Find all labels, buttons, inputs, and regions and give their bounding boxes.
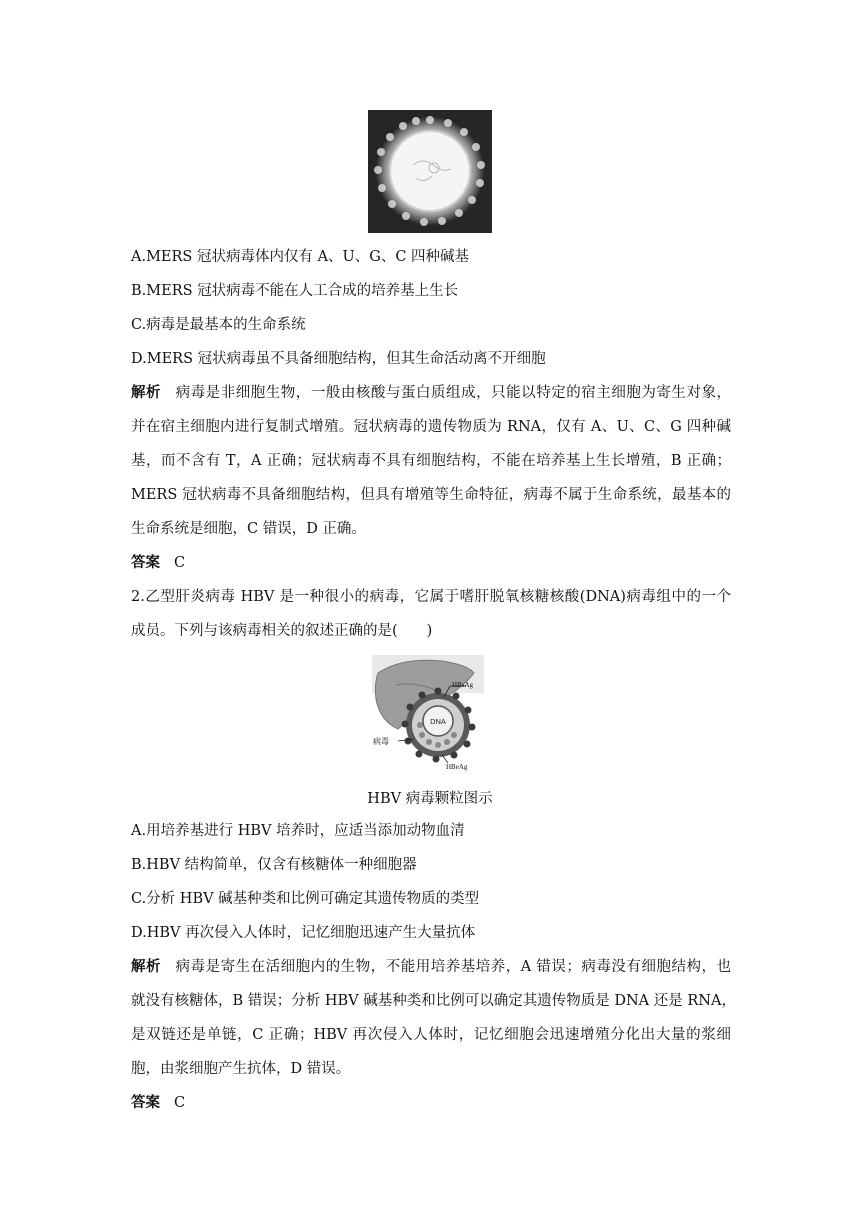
figure-caption: HBV 病毒颗粒图示 xyxy=(367,791,493,807)
q1-analysis-text: 病毒是非细胞生物，一般由核酸与蛋白质组成，只能以特定的宿主细胞为寄生对象， xyxy=(175,385,732,401)
q1-analysis-line-1 xyxy=(131,383,731,403)
q1-analysis-line-2: 并在宿主细胞内进行复制式增殖。冠状病毒的遗传物质为 RNA，仅有 A、U、C、G 四种碱 xyxy=(131,419,731,435)
coronavirus-image xyxy=(368,110,492,233)
q2-stem-line-2: 成员。下列与该病毒相关的叙述正确的是( ) xyxy=(131,623,433,639)
q2-option-d: D.HBV 再次侵入人体时，记忆细胞迅速产生大量抗体 xyxy=(131,925,476,941)
q2-option-a: A.用培养基进行 HBV 培养时，应适当添加动物血清 xyxy=(131,823,465,839)
q2-option-c: C.分析 HBV 碱基种类和比例可确定其遗传物质的类型 xyxy=(131,891,480,907)
hbv-particle-diagram xyxy=(372,655,488,771)
q2-answer-label: 答案 xyxy=(131,1094,160,1111)
coronavirus-micrograph xyxy=(368,110,492,233)
q1-option-d: D.MERS 冠状病毒虽不具备细胞结构，但其生命活动离不开细胞 xyxy=(131,351,546,367)
q1-analysis-line-3: 基，而不含有 T，A 正确；冠状病毒不具有细胞结构，不能在培养基上生长增殖，B 正确； xyxy=(131,453,731,469)
q1-option-c: C.病毒是最基本的生命系统 xyxy=(131,317,306,333)
q2-analysis-line-2: 就没有核糖体，B 错误；分析 HBV 碱基种类和比例可以确定其遗传物质是 DNA 还是 RNA， xyxy=(131,993,736,1009)
q2-answer xyxy=(131,1093,731,1113)
q1-analysis-line-5: 生命系统是细胞，C 错误，D 正确。 xyxy=(131,521,366,537)
q2-analysis-line-4: 胞，由浆细胞产生抗体，D 错误。 xyxy=(131,1061,351,1077)
hbsag-label: HBsAg xyxy=(452,681,474,689)
q1-answer-value: C xyxy=(174,555,186,571)
q1-answer xyxy=(131,553,731,573)
hbv-diagram-image xyxy=(372,655,488,771)
q2-analysis-line-3: 是双链还是单链，C 正确；HBV 再次侵入人体时，记忆细胞会迅速增殖分化出大量的浆细 xyxy=(131,1027,731,1043)
virus-label: 病毒 xyxy=(373,737,389,746)
q2-analysis-text: 病毒是寄生在活细胞内的生物，不能用培养基培养，A 错误；病毒没有细胞结构，也 xyxy=(175,959,732,975)
hbeag-label: HBeAg xyxy=(446,763,468,771)
q1-analysis-line-4: MERS 冠状病毒不具备细胞结构，但具有增殖等生命特征，病毒不属于生命系统，最基本的 xyxy=(131,487,731,503)
q2-analysis-line-1 xyxy=(131,957,731,977)
q1-answer-label: 答案 xyxy=(131,554,160,571)
q2-option-b: B.HBV 结构简单，仅含有核糖体一种细胞器 xyxy=(131,857,417,873)
q2-answer-value: C xyxy=(174,1095,186,1111)
q1-analysis-label: 解析 xyxy=(131,384,162,401)
q1-option-b: B.MERS 冠状病毒不能在人工合成的培养基上生长 xyxy=(131,283,459,299)
dna-label: DNA xyxy=(430,717,446,726)
q2-analysis-label: 解析 xyxy=(131,958,162,975)
q2-stem-line-1: 2.乙型肝炎病毒 HBV 是一种很小的病毒，它属于嗜肝脱氧核糖核酸(DNA)病毒组中的一个 xyxy=(131,589,731,605)
q1-option-a: A.MERS 冠状病毒体内仅有 A、U、G、C 四种碱基 xyxy=(131,249,470,265)
